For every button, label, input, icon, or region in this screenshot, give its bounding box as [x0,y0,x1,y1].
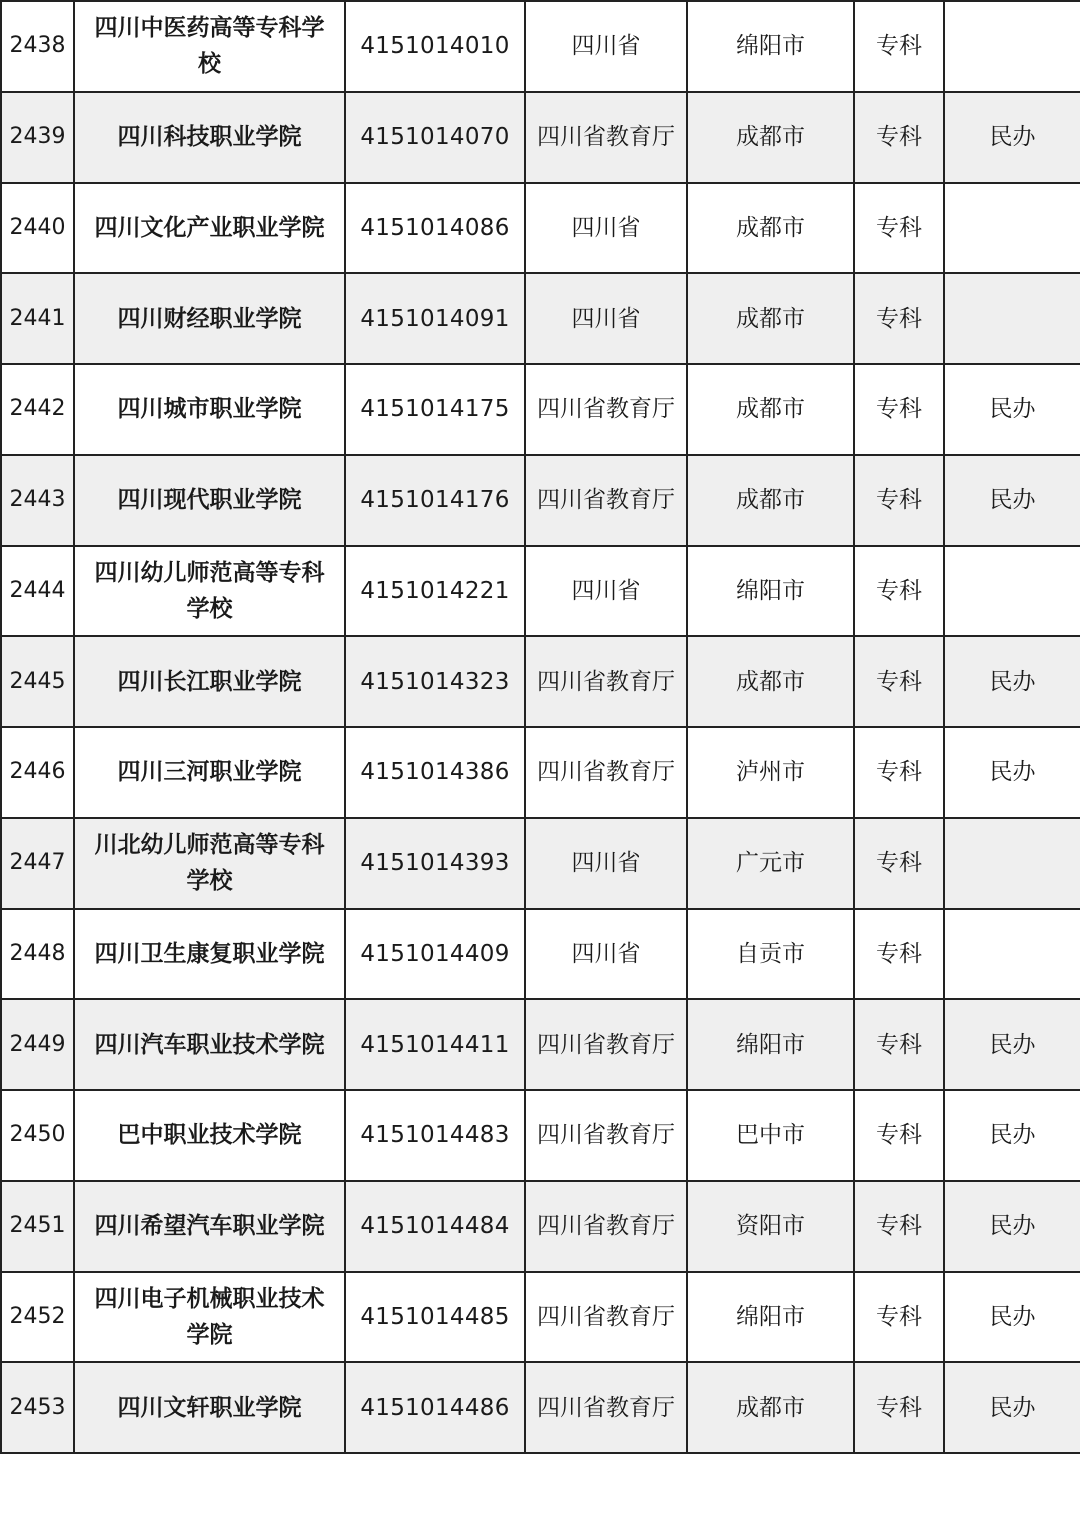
city-cell: 成都市 [687,92,854,183]
row-index-cell: 2443 [1,455,74,546]
authority-cell: 四川省教育厅 [525,1090,687,1181]
table-row [1,183,1080,274]
city-cell: 成都市 [687,364,854,455]
school-name-cell: 四川卫生康复职业学院 [74,909,345,1000]
table-row [1,455,1080,546]
row-index-cell: 2441 [1,273,74,364]
school-name-cell: 四川现代职业学院 [74,455,345,546]
school-name-cell: 四川科技职业学院 [74,92,345,183]
row-index-cell: 2439 [1,92,74,183]
remark-cell: 民办 [944,999,1080,1090]
school-name-cell: 四川文化产业职业学院 [74,183,345,274]
school-code-cell: 4151014484 [345,1181,525,1272]
remark-cell: 民办 [944,1272,1080,1363]
table-row [1,1181,1080,1272]
city-cell: 绵阳市 [687,546,854,637]
city-cell: 成都市 [687,1362,854,1453]
remark-cell [944,546,1080,637]
authority-cell: 四川省 [525,546,687,637]
school-code-cell: 4151014323 [345,636,525,727]
row-index-cell: 2438 [1,1,74,92]
remark-cell: 民办 [944,1362,1080,1453]
authority-cell: 四川省 [525,273,687,364]
education-level-cell: 专科 [854,1181,944,1272]
remark-cell [944,818,1080,909]
table-row [1,1090,1080,1181]
education-level-cell: 专科 [854,364,944,455]
remark-cell [944,183,1080,274]
row-index-cell: 2450 [1,1090,74,1181]
remark-cell [944,1,1080,92]
school-name-cell: 四川希望汽车职业学院 [74,1181,345,1272]
city-cell: 广元市 [687,818,854,909]
education-level-cell: 专科 [854,183,944,274]
school-name-cell: 四川幼儿师范高等专科学校 [74,546,345,637]
city-cell: 成都市 [687,636,854,727]
table-body [1,1,1080,1453]
row-index-cell: 2449 [1,999,74,1090]
authority-cell: 四川省 [525,1,687,92]
city-cell: 巴中市 [687,1090,854,1181]
school-code-cell: 4151014086 [345,183,525,274]
remark-cell: 民办 [944,1090,1080,1181]
school-name-cell: 四川汽车职业技术学院 [74,999,345,1090]
education-level-cell: 专科 [854,1272,944,1363]
school-code-cell: 4151014483 [345,1090,525,1181]
remark-cell: 民办 [944,92,1080,183]
school-code-cell: 4151014091 [345,273,525,364]
row-index-cell: 2442 [1,364,74,455]
row-index-cell: 2448 [1,909,74,1000]
school-name-cell: 川北幼儿师范高等专科学校 [74,818,345,909]
education-level-cell: 专科 [854,92,944,183]
row-index-cell: 2440 [1,183,74,274]
education-level-cell: 专科 [854,273,944,364]
education-level-cell: 专科 [854,546,944,637]
education-level-cell: 专科 [854,727,944,818]
school-name-cell: 四川中医药高等专科学校 [74,1,345,92]
table-row [1,1,1080,92]
table-row [1,909,1080,1000]
table-row [1,727,1080,818]
school-code-cell: 4151014485 [345,1272,525,1363]
education-level-cell: 专科 [854,909,944,1000]
remark-cell: 民办 [944,636,1080,727]
school-name-cell: 四川三河职业学院 [74,727,345,818]
city-cell: 成都市 [687,273,854,364]
table-row [1,364,1080,455]
city-cell: 泸州市 [687,727,854,818]
authority-cell: 四川省 [525,183,687,274]
table-row [1,999,1080,1090]
city-cell: 绵阳市 [687,999,854,1090]
row-index-cell: 2451 [1,1181,74,1272]
table-row [1,1362,1080,1453]
table-row [1,1272,1080,1363]
authority-cell: 四川省教育厅 [525,636,687,727]
school-name-cell: 四川长江职业学院 [74,636,345,727]
authority-cell: 四川省教育厅 [525,455,687,546]
table-row [1,92,1080,183]
education-level-cell: 专科 [854,455,944,546]
authority-cell: 四川省教育厅 [525,1272,687,1363]
school-code-cell: 4151014409 [345,909,525,1000]
school-code-cell: 4151014386 [345,727,525,818]
table-row [1,273,1080,364]
row-index-cell: 2445 [1,636,74,727]
education-level-cell: 专科 [854,636,944,727]
row-index-cell: 2452 [1,1272,74,1363]
authority-cell: 四川省 [525,818,687,909]
school-name-cell: 四川城市职业学院 [74,364,345,455]
remark-cell [944,273,1080,364]
table-row [1,546,1080,637]
authority-cell: 四川省 [525,909,687,1000]
authority-cell: 四川省教育厅 [525,999,687,1090]
school-name-cell: 巴中职业技术学院 [74,1090,345,1181]
city-cell: 成都市 [687,455,854,546]
authority-cell: 四川省教育厅 [525,1181,687,1272]
education-level-cell: 专科 [854,818,944,909]
remark-cell [944,909,1080,1000]
row-index-cell: 2444 [1,546,74,637]
school-code-cell: 4151014411 [345,999,525,1090]
table-row [1,636,1080,727]
city-cell: 绵阳市 [687,1,854,92]
education-level-cell: 专科 [854,1362,944,1453]
row-index-cell: 2453 [1,1362,74,1453]
education-level-cell: 专科 [854,999,944,1090]
remark-cell: 民办 [944,1181,1080,1272]
education-level-cell: 专科 [854,1,944,92]
city-cell: 成都市 [687,183,854,274]
city-cell: 绵阳市 [687,1272,854,1363]
authority-cell: 四川省教育厅 [525,1362,687,1453]
authority-cell: 四川省教育厅 [525,364,687,455]
table-row [1,818,1080,909]
remark-cell: 民办 [944,364,1080,455]
school-code-cell: 4151014393 [345,818,525,909]
school-code-cell: 4151014175 [345,364,525,455]
city-cell: 自贡市 [687,909,854,1000]
city-cell: 资阳市 [687,1181,854,1272]
row-index-cell: 2446 [1,727,74,818]
row-index-cell: 2447 [1,818,74,909]
authority-cell: 四川省教育厅 [525,727,687,818]
school-name-cell: 四川电子机械职业技术学院 [74,1272,345,1363]
education-level-cell: 专科 [854,1090,944,1181]
remark-cell: 民办 [944,455,1080,546]
school-code-cell: 4151014176 [345,455,525,546]
school-code-cell: 4151014486 [345,1362,525,1453]
school-name-cell: 四川财经职业学院 [74,273,345,364]
school-code-cell: 4151014010 [345,1,525,92]
school-name-cell: 四川文轩职业学院 [74,1362,345,1453]
school-code-cell: 4151014221 [345,546,525,637]
authority-cell: 四川省教育厅 [525,92,687,183]
remark-cell: 民办 [944,727,1080,818]
school-code-cell: 4151014070 [345,92,525,183]
